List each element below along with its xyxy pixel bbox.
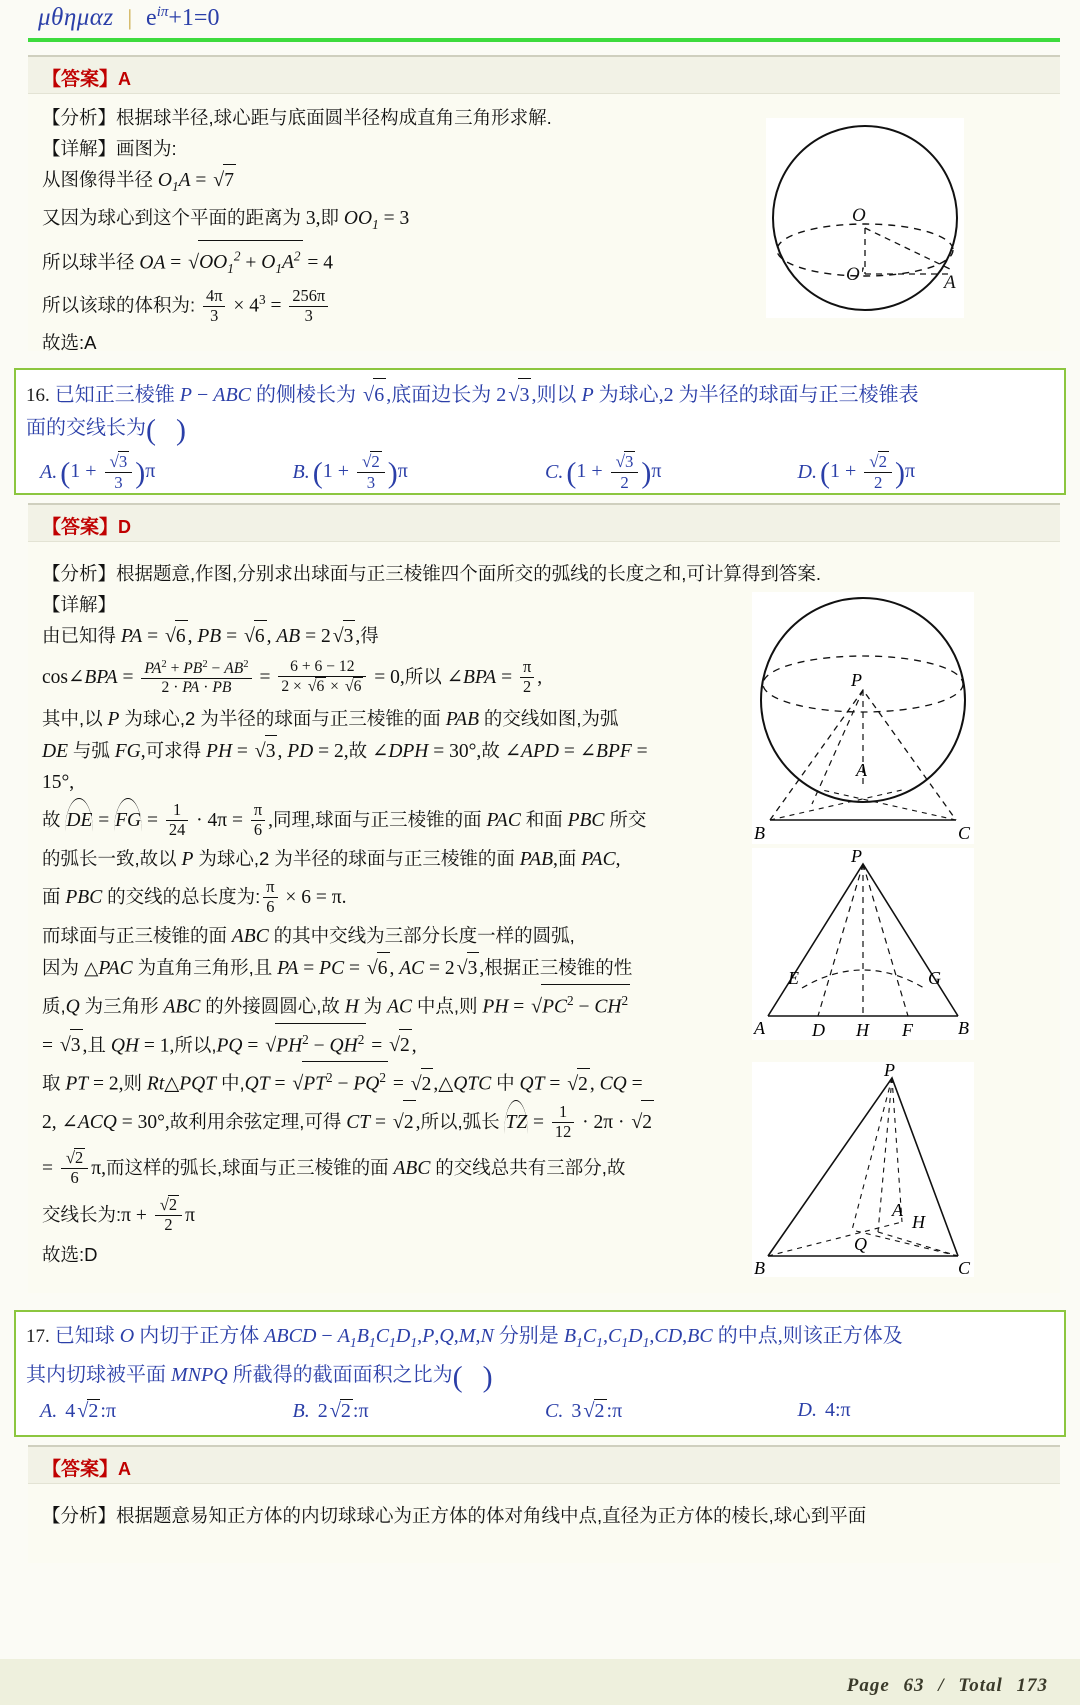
q16-line-11: 质,Q 为三角形 ABC 的外接圆圆心,故 H 为 AC 中点,则 PH = $√PC^2 - CH^2$ [42, 984, 1048, 1023]
header-divider [28, 38, 1060, 42]
q16-line-7: 的弧长一致,故以 P 为球心,2 为半径的球面与正三棱锥的面 PAB,面 PAC, [42, 848, 621, 870]
q16-line-9: 而球面与正三棱锥的面 ABC 的其中交线为三部分长度一样的圆弧, [42, 925, 575, 947]
question-17-options [16, 1395, 1064, 1433]
figure-triangle-pab-arcs [752, 848, 974, 1040]
option-b[interactable]: B. 2√2 :π [292, 1400, 369, 1423]
svg-text:C: C [958, 1258, 971, 1277]
q16-line-8: 面 PBC 的交线的总长度为: $\frac{\pi}{6}$ × 6 = π. [42, 877, 347, 917]
brand-separator: | [127, 5, 133, 30]
option-b-letter: B. [292, 460, 310, 483]
q15-answer-value: A [118, 69, 132, 89]
sqrt-icon: $√OO_1^2 + O_1A^2$ [186, 240, 302, 284]
q15-radius-prefix: 从图像得半径 [42, 169, 154, 190]
q15-choose-line: 故选:A [42, 331, 97, 353]
question-17-number: 17. [26, 1326, 50, 1347]
page-footer [0, 1659, 1080, 1705]
footer-pagination [843, 1675, 1052, 1697]
option-c-letter: C. [545, 460, 564, 483]
question-17-text [16, 1312, 1064, 1395]
formula-exponent: iπ [156, 4, 169, 20]
svg-text:Q: Q [854, 1234, 867, 1254]
q15-radius-expr: $O_1A$ [157, 170, 191, 194]
svg-text:B: B [754, 823, 765, 843]
option-c[interactable]: C. 3√2 :π [545, 1400, 623, 1423]
svg-text:C: C [958, 823, 971, 843]
q17-answer-label: 【答案】 [42, 1459, 119, 1480]
sqrt-icon: √7 [211, 164, 236, 196]
q15-answer-band [28, 55, 1060, 93]
svg-text:P: P [884, 1062, 895, 1080]
svg-text:P: P [851, 848, 862, 866]
q16-line-14: 2, ∠ACQ = 30°,故利用余弦定理,可得 CT = √2 ,所以,弧长 TZ = $\frac{1}{12}$ · 2π · √2 [42, 1100, 1048, 1145]
q16-line-15: = $\frac{√2}{6}$ π,而这样的弧长,球面与正三棱锥的面 ABC 的交线总共有三部分,故 [42, 1148, 626, 1188]
svg-text:D: D [812, 1020, 825, 1040]
svg-text:G: G [928, 968, 941, 988]
question-17-box[interactable] [14, 1310, 1066, 1437]
svg-text:A: A [754, 1018, 765, 1038]
option-d[interactable]: D. (1 + $\frac{√2}{2}$ )π [797, 452, 916, 493]
svg-text:B: B [958, 1018, 969, 1038]
svg-text:E: E [788, 968, 799, 988]
q16-line-6: 故 DE = FG = $\frac{1}{24}$ · 4π = $\frac{\pi}{6}$ ,同理,球面与正三棱锥的面 PAC 和面 PBC 所交 [42, 798, 1048, 843]
q16-line-12: = √3 ,且 QH = 1,所以$,PQ = √PH^2 - QH^2 = √2$ , [42, 1023, 1048, 1062]
q15-distance-line: 又因为球心到这个平面的距离为 3,即 $OO_1 = 3$ [42, 206, 410, 232]
q16-line-16: 交线长为:π + $\frac{√2}{2}$ π [42, 1195, 195, 1235]
q15-answer-label: 【答案】 [42, 69, 119, 90]
q17-analysis-line: 【分析】根据题意易知正方体的内切球球心为正方体的体对角线中点,直径为正方体的棱长,球心到平面 [42, 1505, 867, 1526]
question-16-options [16, 448, 1064, 503]
option-d-letter: D. [797, 1399, 817, 1422]
q16-line-1: 由已知得 PA = √6 , PB = √6 , AB = 2 √3 ,得 [42, 620, 1048, 652]
footer-total-number: 173 [1016, 1675, 1048, 1696]
option-d-letter: D. [797, 460, 817, 483]
q16-answer-value: D [118, 517, 132, 537]
option-a-letter: A. [40, 1400, 58, 1423]
question-16-line2: 面的交线长为( ) [26, 413, 186, 447]
option-a[interactable]: A. 4√2 :π [40, 1400, 117, 1423]
formula-base: e [146, 5, 157, 31]
figure-tetrahedron-pabc [752, 1062, 974, 1277]
q15-volume-line: 所以该球的体积为: $\frac{4\pi}{3}$ × $4^3$ = $\frac{256\pi}{3}$ [42, 284, 1048, 326]
formula-rest: +1=0 [168, 5, 220, 31]
question-16-box[interactable] [14, 368, 1066, 495]
q16-choose-line: 故选:D [42, 1243, 98, 1265]
option-d[interactable]: D. 4:π [797, 1399, 851, 1422]
q15-analysis-line: 【分析】根据球半径,球心距与底面圆半径构成直角三角形求解. [42, 107, 552, 128]
svg-text:H: H [856, 1020, 869, 1040]
figure-sphere-with-inscribed-pyramid [752, 592, 974, 844]
fraction-4pi-over-3: $\frac{4\pi}{3}$ [203, 287, 225, 326]
question-17-line2: 其内切球被平面 MNPQ 所截得的截面面积之比为( ) [26, 1360, 493, 1394]
footer-total-label: Total [958, 1675, 1003, 1696]
page-header [0, 0, 1080, 42]
q16-analysis-line: 【分析】根据题意,作图,分别求出球面与正三棱锥四个面所交的弧线的长度之和,可计算得到答案. [42, 563, 822, 584]
q16-line-13: 取 PT = 2,则 Rt△PQT 中$,QT = √PT^2 - PQ^2 = √2$ ,△QTC 中 QT = √2 , CQ = [42, 1061, 1048, 1100]
svg-text:H: H [912, 1212, 925, 1232]
q16-answer-label: 【答案】 [42, 517, 119, 538]
figure-sphere-with-small-circle [766, 118, 964, 318]
question-16-text [16, 370, 1064, 448]
svg-text:F: F [902, 1020, 913, 1040]
option-b[interactable]: B. (1 + $\frac{√2}{3}$ )π [292, 452, 408, 493]
question-17-line1: 已知球 O 内切于正方体 ABCD − $A_1B_1C_1D_1,P,Q,M,N$ 分别是 $B_1C_1,C_1D_1,CD,BC$ 的中点,则该正方体及 [54, 1325, 903, 1350]
fraction-256pi-over-3: $\frac{256\pi}{3}$ [289, 287, 328, 326]
svg-text:B: B [754, 1258, 765, 1277]
footer-page-label: Page [846, 1675, 890, 1696]
q16-detail-head: 【详解】 [42, 594, 117, 615]
q17-solution-body [28, 1483, 1060, 1563]
q16-line-2: cos∠BPA = $\frac{PA^2 + PB^2 - AB^2}{2 \cdot PA \cdot PB}$ = $\frac{6 + 6 - 12}{2 \times √6 \times √6}$ = 0,所以 ∠BPA = $\frac{\pi}{2}$ , [42, 657, 543, 697]
q15-radius-line: 从图像得半径 $O_1A = √7$ [42, 164, 1048, 202]
footer-slash: / [938, 1675, 945, 1696]
option-a-letter: A. [40, 460, 58, 483]
brand-title: μθημαz [38, 4, 114, 31]
svg-text:A: A [856, 760, 867, 780]
svg-text:A: A [944, 272, 956, 293]
brand-formula [146, 4, 219, 32]
q17-answer-value: A [118, 1459, 132, 1479]
option-c-letter: C. [545, 1400, 564, 1423]
q17-answer-band [28, 1445, 1060, 1483]
footer-page-number: 63 [903, 1675, 925, 1696]
question-16-number: 16. [26, 385, 50, 406]
option-c[interactable]: C. (1 + $\frac{√3}{2}$ )π [545, 452, 662, 493]
svg-text:O': O' [846, 264, 864, 285]
q16-line-5: 15°, [42, 772, 75, 793]
svg-text:O: O [852, 205, 866, 226]
svg-text:P: P [851, 670, 862, 690]
q16-line-4: DE 与弧 FG,可求得 PH = √3 , PD = 2,故 ∠DPH = 30°,故 ∠APD = ∠BPF = [42, 735, 1048, 767]
option-a[interactable]: A. (1 + $\frac{√3}{3}$ )π [40, 452, 156, 493]
q16-line-10: 因为 △PAC 为直角三角形,且 PA = PC = √6 , AC = 2 √3 ,根据正三棱锥的性 [42, 952, 1048, 984]
q15-oa-line: 所以球半径 OA = $√OO_1^2 + O_1A^2 = 4$ [42, 240, 1048, 284]
svg-text:A: A [892, 1200, 903, 1220]
question-16-line1: 已知正三棱锥 P − ABC 的侧棱长为 √6 ,底面边长为 2√3 ,则以 P 为球心,2 为半径的球面与正三棱锥表 [55, 384, 919, 406]
q15-detail-head: 【详解】画图为: [42, 138, 177, 159]
option-b-letter: B. [292, 1400, 310, 1423]
q16-answer-band [28, 503, 1060, 541]
q16-line-3: 其中,以 P 为球心,2 为半径的球面与正三棱锥的面 PAB 的交线如图,为弧 [42, 708, 619, 730]
